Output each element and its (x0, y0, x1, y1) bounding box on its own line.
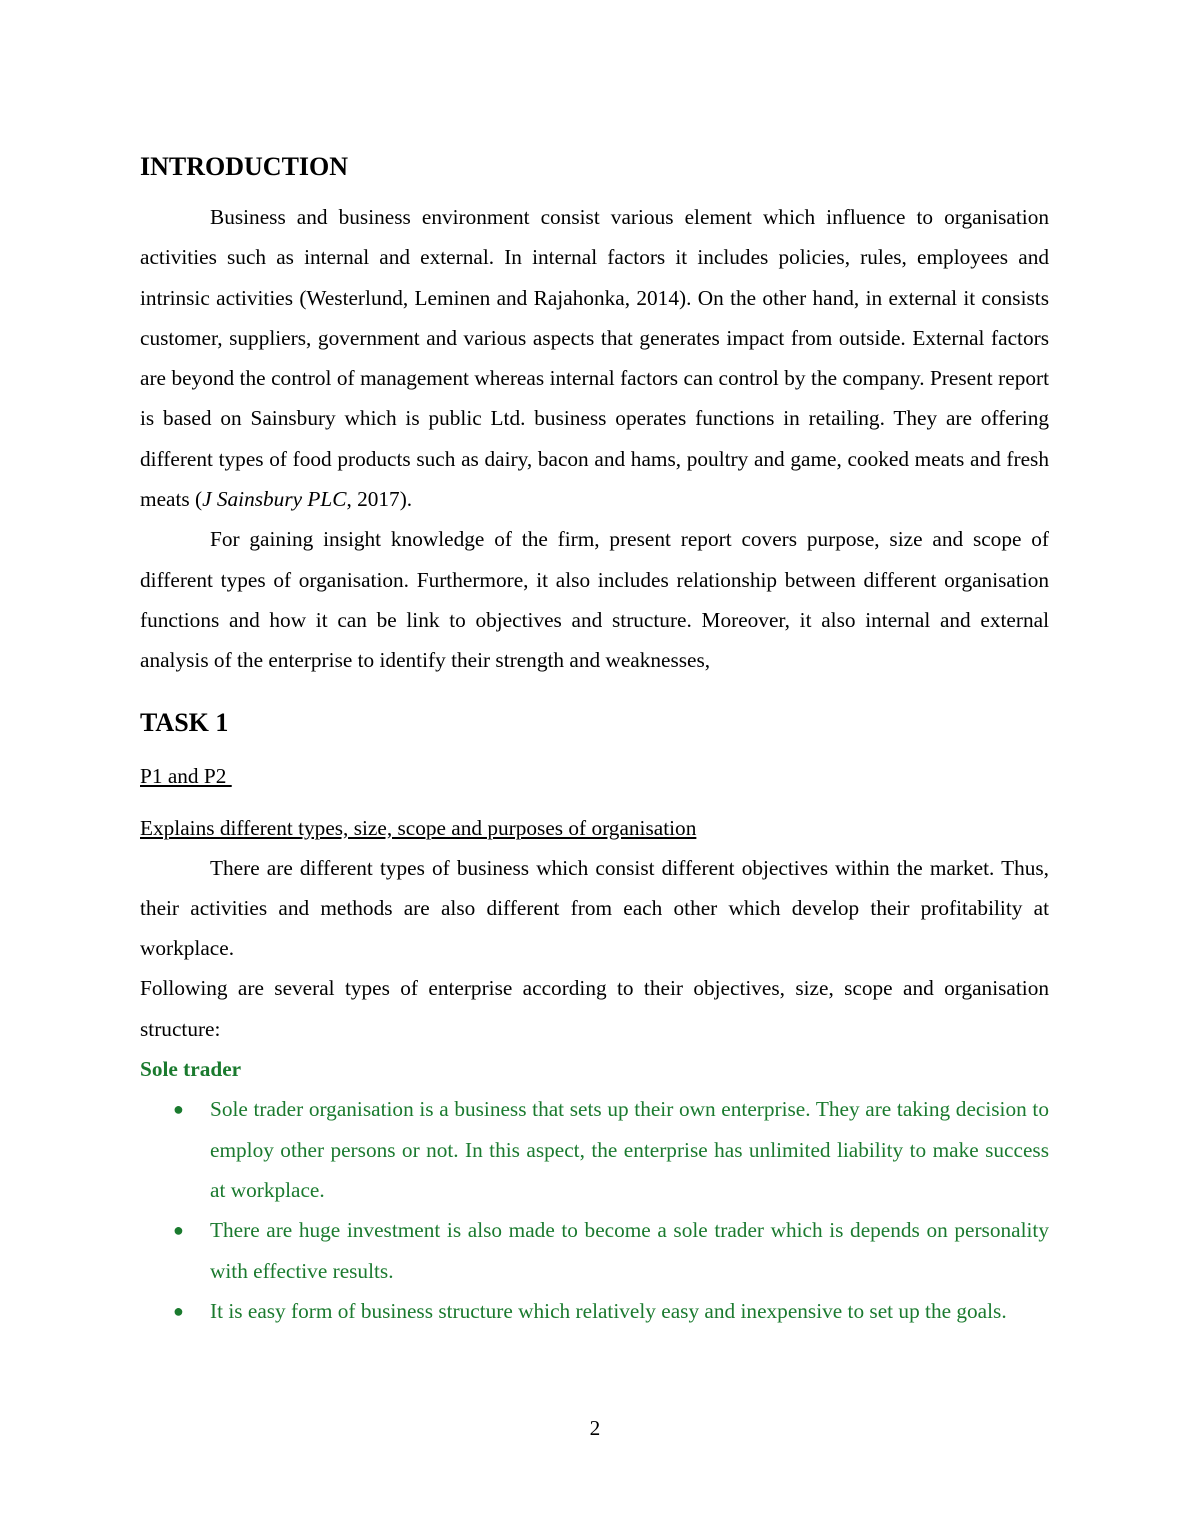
intro-paragraph-1 (140, 197, 1049, 519)
bullet-icon: ● (173, 1220, 184, 1241)
task-1-heading: TASK 1 (140, 707, 229, 737)
list-item (140, 1210, 1049, 1291)
task-1-paragraph-2: Following are several types of enterprise according to their objectives, size, scope and organisation structure: (140, 976, 1049, 1041)
list-item (140, 1089, 1049, 1210)
bullet-icon: ● (173, 1099, 184, 1120)
task-1-paragraph-1: There are different types of business which consist different objectives within the market. Thus, their activities and methods are also different from each other which develop their profitability at workplace. (140, 855, 1049, 961)
list-item (140, 1291, 1049, 1331)
introduction-heading: INTRODUCTION (140, 152, 349, 181)
page-number: 2 (589, 1416, 601, 1440)
topic-subheading: Explains different types, size, scope and purposes of organisation (140, 815, 697, 840)
intro-paragraph-1-text: Business and business environment consist various element which influence to organisation activities such as internal and external. In internal factors it includes policies, rules, employees and intrinsic activities (Westerlund, Leminen and Rajahonka, 2014). On the other hand, in external it consists customer, suppliers, government and various aspects that generates impact from outside. External factors are beyond the control of management whereas internal factors can control by the company. Present report is based on Sainsbury which is public Ltd. business operates functions in retailing. They are offering different types of food products such as dairy, bacon and hams, poultry and game, cooked meats and fresh meats ( (140, 205, 1049, 512)
intro-paragraph-1-end: , 2017). (346, 487, 413, 512)
list-item-text: It is easy form of business structure which relatively easy and inexpensive to set up the goals. (210, 1298, 1007, 1323)
sole-trader-heading: Sole trader (140, 1057, 242, 1082)
citation-italic: J Sainsbury PLC (202, 487, 347, 512)
sole-trader-list (140, 1089, 1049, 1331)
bullet-icon: ● (173, 1300, 184, 1321)
intro-paragraph-2: For gaining insight knowledge of the firm, present report covers purpose, size and scope of different types of organisation. Furthermore, it also includes relationship between different organisation functions and how it can be link to objectives and structure. Moreover, it also internal and external analysis of the enterprise to identify their strength and weaknesses, (140, 527, 1049, 673)
list-item-text: Sole trader organisation is a business that sets up their own enterprise. They are taking decision to employ other persons or not. In this aspect, the enterprise has unlimited liability to make success at workplace. (210, 1097, 1049, 1202)
p1-p2-subheading: P1 and P2 (140, 763, 232, 788)
list-item-text: There are huge investment is also made to become a sole trader which is depends on personality with effective results. (210, 1218, 1049, 1283)
document-page (140, 145, 1049, 1331)
